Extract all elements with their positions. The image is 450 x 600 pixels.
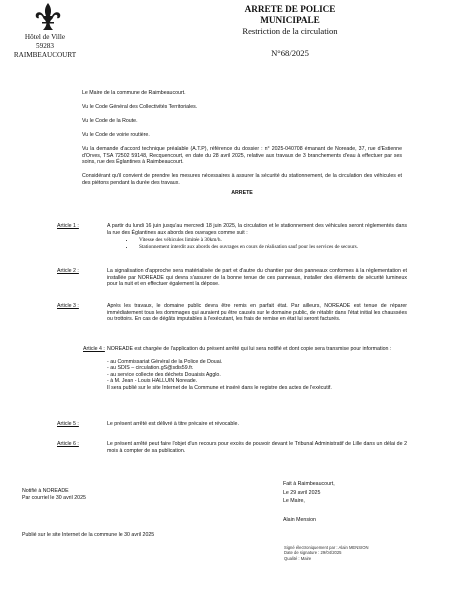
article-3-text: Après les travaux, le domaine public devra être remis en parfait état. Par ailleurs, NOREADE est tenue de réparer immédiatement tous les dommages qui auraient pu être causés sur le domaine public, de rétablir dans l'état initial les chaussées ou trottoirs. En cas de dégâts imputables à l'exécutant, les frais de remise en état lui seront facturés. xyxy=(107,303,407,322)
article-1-label: Article 1 : xyxy=(57,223,79,229)
esign-quality: Qualité : Maire xyxy=(284,555,312,561)
article-5-label: Article 5 : xyxy=(57,421,79,427)
fleur-de-lis-icon xyxy=(33,2,63,32)
esign-signer: Signé électroniquement par : Alain MENSION xyxy=(284,545,369,550)
signature-role: Le Maire, xyxy=(283,498,305,504)
article-1-text: A partir du lundi 16 juin jusqu'au mercredi 18 juin 2025, la circulation et le stationnement des véhicules seront réglementés dans la rue des Églantines aux abords des ouvrages comme suit : xyxy=(107,223,407,236)
article-6-text: Le présent arrêté peut faire l'objet d'un recours pour excès de pouvoir devant le Tribunal Administratif de Lille dans un délai de 2 mois à compter de sa publication. xyxy=(107,441,407,454)
preamble xyxy=(82,90,402,207)
article-2 xyxy=(57,268,407,288)
preamble-code-route: Vu le Code de la Route. xyxy=(82,118,138,125)
signature-name: Alain Mension xyxy=(283,516,316,523)
recipient-police: - au Commissariat Général de la Police de Douai. xyxy=(107,358,223,365)
article-2-label: Article 2 : xyxy=(57,268,79,274)
document-header xyxy=(220,4,360,58)
article-3-label: Article 3 : xyxy=(57,303,79,309)
document-number: N°68/2025 xyxy=(271,48,309,58)
article-4-label: Article 4 : xyxy=(83,346,105,352)
electronic-signature xyxy=(284,545,369,561)
article-3 xyxy=(57,303,407,323)
signature-place: Fait à Raimbeaucourt, xyxy=(283,481,335,487)
document-subtitle: Restriction de la circulation xyxy=(242,26,338,36)
recipient-waste: - au service collecte des déchets Douaisis Agglo. xyxy=(107,371,221,378)
notification-recipient: Notifié à NOREADE xyxy=(22,488,69,494)
document-title: ARRETE DE POLICE MUNICIPALE xyxy=(244,4,336,25)
article-6-label: Article 6 : xyxy=(57,441,79,447)
preamble-request: Vu la demande d'accord technique préalable (A.T.P), référence du dossier : n° 2025-040708 émanant de Noreade, 37, rue d'Estienne d'Orves, TSA 72502 59148, Recquencourt, en date du 28 avril 2025, relative aux travaux de 3 branchements d'eau à effectuer par ses soins, rue des Églantines à Raimbeaucourt. xyxy=(82,146,402,166)
townhall-name: Hôtel de Ville xyxy=(24,33,66,41)
signature-date: Le 29 avril 2025 xyxy=(283,489,321,496)
preamble-mayor: Le Maire de la commune de Raimbeaucourt. xyxy=(82,90,186,96)
article-5 xyxy=(57,421,407,428)
list-item: • Vitesse des véhicules limitée à 30km/h. xyxy=(135,237,407,244)
townhall-address xyxy=(6,33,84,60)
article-1 xyxy=(57,223,407,250)
preamble-considering: Considérant qu'il convient de prendre les mesures nécessaires à assurer la sécurité du stationnement, de la circulation des véhicules et des piétons pendant la durée des travaux. xyxy=(82,173,402,186)
recipient-noreade: - à M. Jean - Louis HALLUIN Noreade. xyxy=(107,378,198,384)
notification-block xyxy=(22,488,86,502)
article-4 xyxy=(57,346,407,391)
arrete-heading: ARRETE xyxy=(231,190,253,197)
publication-note: Il sera publié sur le site Internet de la Commune et inséré dans le registre des actes de l'exécutif. xyxy=(107,384,332,391)
signature-block xyxy=(283,480,335,524)
townhall-postcode: 59283 RAIMBEAUCOURT xyxy=(13,42,77,59)
article-2-text: La signalisation d'approche sera matérialisée de part et d'autre du chantier par des panneaux conformes à la réglementation et installée par NOREADE qui devra s'assurer de la bonne tenue de ces panneaux, installer des éléments de sécurité lumineux pour la nuit et en effectuer également la dépose. xyxy=(107,268,407,287)
preamble-code-voirie: Vu le Code de voirie routière. xyxy=(82,132,150,139)
article-4-text: NOREADE est chargée de l'application du présent arrêté qui lui sera notifié et dont copie sera transmise pour information : xyxy=(107,346,392,352)
preamble-cgct: Vu le Code Général des Collectivités Territoriales. xyxy=(82,104,198,111)
recipient-sdis: - au SDIS – circulation.gS@sdis59.fr. xyxy=(107,365,194,371)
article-1-list xyxy=(107,237,407,250)
article-6 xyxy=(57,441,407,454)
list-item: • Stationnement interdit aux abords des ouvrages en cours de réalisation sauf pour les services de secours. xyxy=(135,244,407,251)
notification-date: Par courriel le 30 avril 2025 xyxy=(22,495,86,501)
article-5-text: Le présent arrêté est délivré à titre précaire et révocable. xyxy=(107,421,239,427)
esign-date: Date de signature : 29/04/2025 xyxy=(284,550,342,556)
publication-line: Publié sur le site Internet de la commune le 30 avril 2025 xyxy=(22,532,155,538)
